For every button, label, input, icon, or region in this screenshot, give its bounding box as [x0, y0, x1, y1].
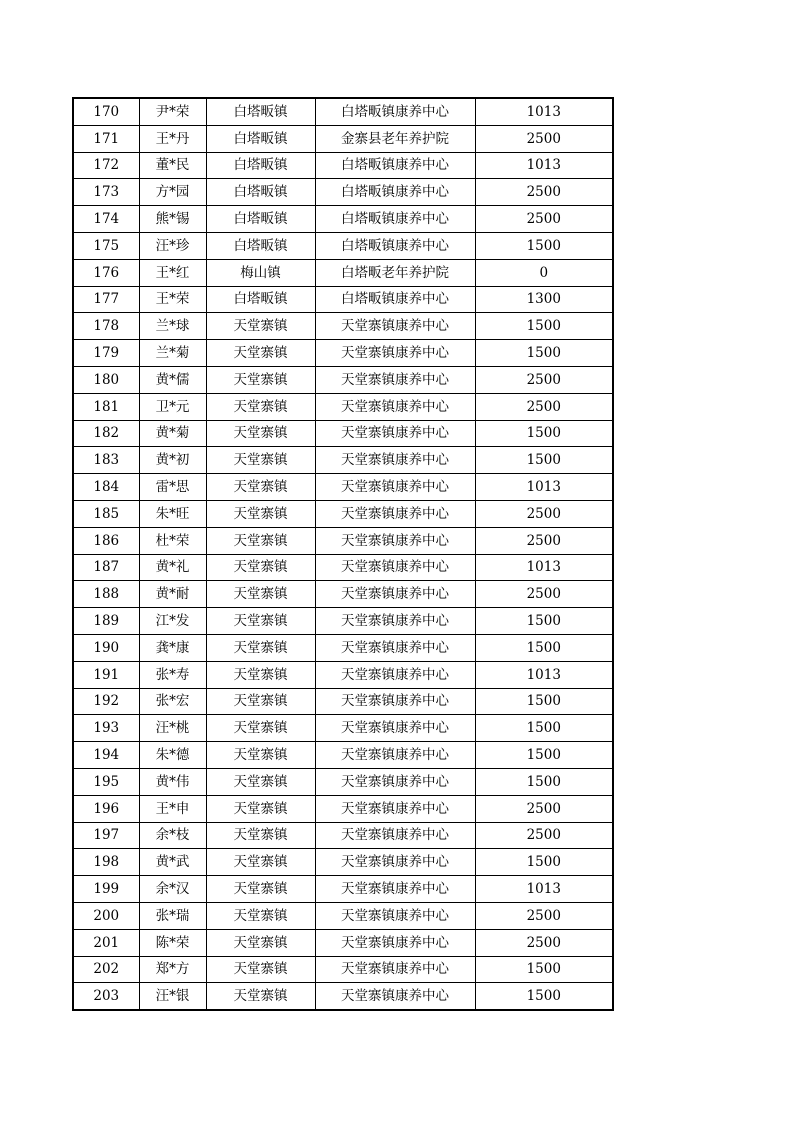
table-row [73, 393, 613, 420]
town-cell: 白塔畈镇 [206, 179, 315, 206]
name-cell: 兰*菊 [139, 340, 206, 367]
institution-cell: 天堂寨镇康养中心 [315, 768, 475, 795]
amount-cell: 1013 [475, 474, 613, 501]
name-cell: 江*发 [139, 608, 206, 635]
name-cell: 张*寿 [139, 661, 206, 688]
table-row [73, 608, 613, 635]
name-cell: 张*宏 [139, 688, 206, 715]
town-cell: 天堂寨镇 [206, 876, 315, 903]
table-row [73, 688, 613, 715]
amount-cell: 2500 [475, 581, 613, 608]
serial-number-cell: 173 [73, 179, 139, 206]
name-cell: 黄*伟 [139, 768, 206, 795]
town-cell: 天堂寨镇 [206, 902, 315, 929]
institution-cell: 天堂寨镇康养中心 [315, 929, 475, 956]
amount-cell: 1500 [475, 768, 613, 795]
table-row [73, 822, 613, 849]
table-row [73, 554, 613, 581]
amount-cell: 1500 [475, 447, 613, 474]
serial-number-cell: 176 [73, 259, 139, 286]
name-cell: 王*荣 [139, 286, 206, 313]
town-cell: 天堂寨镇 [206, 849, 315, 876]
town-cell: 天堂寨镇 [206, 661, 315, 688]
amount-cell: 2500 [475, 902, 613, 929]
institution-cell: 白塔畈老年养护院 [315, 259, 475, 286]
table-row [73, 98, 613, 125]
town-cell: 天堂寨镇 [206, 634, 315, 661]
name-cell: 黄*菊 [139, 420, 206, 447]
name-cell: 龚*康 [139, 634, 206, 661]
serial-number-cell: 174 [73, 206, 139, 233]
amount-cell: 2500 [475, 795, 613, 822]
table-row [73, 902, 613, 929]
serial-number-cell: 178 [73, 313, 139, 340]
institution-cell: 天堂寨镇康养中心 [315, 902, 475, 929]
table-row [73, 634, 613, 661]
amount-cell: 2500 [475, 500, 613, 527]
serial-number-cell: 184 [73, 474, 139, 501]
town-cell: 天堂寨镇 [206, 956, 315, 983]
serial-number-cell: 198 [73, 849, 139, 876]
name-cell: 王*申 [139, 795, 206, 822]
amount-cell: 1013 [475, 876, 613, 903]
table-row [73, 286, 613, 313]
table-row [73, 232, 613, 259]
town-cell: 梅山镇 [206, 259, 315, 286]
town-cell: 天堂寨镇 [206, 795, 315, 822]
table-row [73, 527, 613, 554]
amount-cell: 2500 [475, 393, 613, 420]
name-cell: 汪*桃 [139, 715, 206, 742]
name-cell: 兰*球 [139, 313, 206, 340]
institution-cell: 白塔畈镇康养中心 [315, 179, 475, 206]
serial-number-cell: 190 [73, 634, 139, 661]
town-cell: 天堂寨镇 [206, 366, 315, 393]
name-cell: 熊*锡 [139, 206, 206, 233]
serial-number-cell: 202 [73, 956, 139, 983]
amount-cell: 1500 [475, 608, 613, 635]
institution-cell: 天堂寨镇康养中心 [315, 527, 475, 554]
table-row [73, 661, 613, 688]
name-cell: 郑*方 [139, 956, 206, 983]
name-cell: 王*丹 [139, 125, 206, 152]
institution-cell: 白塔畈镇康养中心 [315, 232, 475, 259]
institution-cell: 天堂寨镇康养中心 [315, 340, 475, 367]
name-cell: 黄*初 [139, 447, 206, 474]
name-cell: 余*枝 [139, 822, 206, 849]
institution-cell: 天堂寨镇康养中心 [315, 688, 475, 715]
institution-cell: 天堂寨镇康养中心 [315, 447, 475, 474]
town-cell: 天堂寨镇 [206, 581, 315, 608]
institution-cell: 白塔畈镇康养中心 [315, 98, 475, 125]
town-cell: 天堂寨镇 [206, 768, 315, 795]
amount-cell: 2500 [475, 179, 613, 206]
serial-number-cell: 201 [73, 929, 139, 956]
town-cell: 白塔畈镇 [206, 206, 315, 233]
table-row [73, 715, 613, 742]
table-row [73, 929, 613, 956]
name-cell: 张*瑞 [139, 902, 206, 929]
name-cell: 董*民 [139, 152, 206, 179]
institution-cell: 天堂寨镇康养中心 [315, 474, 475, 501]
town-cell: 天堂寨镇 [206, 688, 315, 715]
amount-cell: 0 [475, 259, 613, 286]
serial-number-cell: 189 [73, 608, 139, 635]
town-cell: 白塔畈镇 [206, 152, 315, 179]
table-row [73, 876, 613, 903]
serial-number-cell: 185 [73, 500, 139, 527]
town-cell: 天堂寨镇 [206, 983, 315, 1010]
institution-cell: 天堂寨镇康养中心 [315, 742, 475, 769]
town-cell: 天堂寨镇 [206, 393, 315, 420]
institution-cell: 天堂寨镇康养中心 [315, 554, 475, 581]
table-row [73, 581, 613, 608]
amount-cell: 1500 [475, 634, 613, 661]
amount-cell: 2500 [475, 929, 613, 956]
serial-number-cell: 199 [73, 876, 139, 903]
amount-cell: 1500 [475, 340, 613, 367]
town-cell: 天堂寨镇 [206, 929, 315, 956]
amount-cell: 1500 [475, 956, 613, 983]
table-row [73, 125, 613, 152]
town-cell: 白塔畈镇 [206, 286, 315, 313]
name-cell: 杜*荣 [139, 527, 206, 554]
serial-number-cell: 177 [73, 286, 139, 313]
town-cell: 白塔畈镇 [206, 232, 315, 259]
name-cell: 汪*银 [139, 983, 206, 1010]
serial-number-cell: 192 [73, 688, 139, 715]
amount-cell: 1013 [475, 98, 613, 125]
serial-number-cell: 193 [73, 715, 139, 742]
amount-cell: 2500 [475, 822, 613, 849]
institution-cell: 天堂寨镇康养中心 [315, 956, 475, 983]
institution-cell: 天堂寨镇康养中心 [315, 608, 475, 635]
institution-cell: 白塔畈镇康养中心 [315, 152, 475, 179]
institution-cell: 天堂寨镇康养中心 [315, 366, 475, 393]
institution-cell: 金寨县老年养护院 [315, 125, 475, 152]
institution-cell: 天堂寨镇康养中心 [315, 500, 475, 527]
name-cell: 朱*德 [139, 742, 206, 769]
town-cell: 白塔畈镇 [206, 125, 315, 152]
table-row [73, 742, 613, 769]
serial-number-cell: 196 [73, 795, 139, 822]
name-cell: 朱*旺 [139, 500, 206, 527]
amount-cell: 1013 [475, 554, 613, 581]
table-row [73, 179, 613, 206]
serial-number-cell: 175 [73, 232, 139, 259]
town-cell: 天堂寨镇 [206, 447, 315, 474]
table-row [73, 956, 613, 983]
table-row [73, 420, 613, 447]
table-row [73, 795, 613, 822]
institution-cell: 天堂寨镇康养中心 [315, 634, 475, 661]
serial-number-cell: 186 [73, 527, 139, 554]
institution-cell: 天堂寨镇康养中心 [315, 715, 475, 742]
serial-number-cell: 200 [73, 902, 139, 929]
amount-cell: 1500 [475, 849, 613, 876]
town-cell: 天堂寨镇 [206, 474, 315, 501]
amount-cell: 1300 [475, 286, 613, 313]
name-cell: 汪*珍 [139, 232, 206, 259]
serial-number-cell: 172 [73, 152, 139, 179]
serial-number-cell: 194 [73, 742, 139, 769]
amount-cell: 1500 [475, 420, 613, 447]
amount-cell: 1013 [475, 152, 613, 179]
institution-cell: 天堂寨镇康养中心 [315, 661, 475, 688]
table-row [73, 340, 613, 367]
serial-number-cell: 187 [73, 554, 139, 581]
table-row [73, 313, 613, 340]
amount-cell: 1500 [475, 232, 613, 259]
town-cell: 天堂寨镇 [206, 742, 315, 769]
name-cell: 卫*元 [139, 393, 206, 420]
institution-cell: 天堂寨镇康养中心 [315, 822, 475, 849]
amount-cell: 1500 [475, 715, 613, 742]
table-row [73, 206, 613, 233]
serial-number-cell: 191 [73, 661, 139, 688]
serial-number-cell: 188 [73, 581, 139, 608]
table-row [73, 259, 613, 286]
serial-number-cell: 203 [73, 983, 139, 1010]
table-row [73, 447, 613, 474]
table-row [73, 500, 613, 527]
name-cell: 尹*荣 [139, 98, 206, 125]
amount-cell: 2500 [475, 527, 613, 554]
serial-number-cell: 180 [73, 366, 139, 393]
serial-number-cell: 195 [73, 768, 139, 795]
institution-cell: 天堂寨镇康养中心 [315, 393, 475, 420]
institution-cell: 天堂寨镇康养中心 [315, 983, 475, 1010]
name-cell: 黄*耐 [139, 581, 206, 608]
name-cell: 黄*武 [139, 849, 206, 876]
name-cell: 黄*儒 [139, 366, 206, 393]
table-row [73, 768, 613, 795]
town-cell: 天堂寨镇 [206, 420, 315, 447]
name-cell: 陈*荣 [139, 929, 206, 956]
amount-cell: 2500 [475, 206, 613, 233]
institution-cell: 天堂寨镇康养中心 [315, 849, 475, 876]
amount-cell: 2500 [475, 366, 613, 393]
serial-number-cell: 171 [73, 125, 139, 152]
institution-cell: 天堂寨镇康养中心 [315, 581, 475, 608]
amount-cell: 1500 [475, 983, 613, 1010]
table-row [73, 152, 613, 179]
serial-number-cell: 181 [73, 393, 139, 420]
amount-cell: 1500 [475, 688, 613, 715]
town-cell: 天堂寨镇 [206, 554, 315, 581]
table-row [73, 366, 613, 393]
name-cell: 雷*思 [139, 474, 206, 501]
name-cell: 余*汉 [139, 876, 206, 903]
name-cell: 黄*礼 [139, 554, 206, 581]
town-cell: 天堂寨镇 [206, 527, 315, 554]
institution-cell: 白塔畈镇康养中心 [315, 286, 475, 313]
town-cell: 天堂寨镇 [206, 340, 315, 367]
amount-cell: 1500 [475, 313, 613, 340]
table-body [73, 98, 613, 1010]
town-cell: 天堂寨镇 [206, 822, 315, 849]
serial-number-cell: 197 [73, 822, 139, 849]
table-row [73, 983, 613, 1010]
town-cell: 天堂寨镇 [206, 500, 315, 527]
serial-number-cell: 179 [73, 340, 139, 367]
town-cell: 天堂寨镇 [206, 608, 315, 635]
town-cell: 天堂寨镇 [206, 715, 315, 742]
institution-cell: 天堂寨镇康养中心 [315, 420, 475, 447]
town-cell: 天堂寨镇 [206, 313, 315, 340]
amount-cell: 1500 [475, 742, 613, 769]
table-row [73, 849, 613, 876]
table-row [73, 474, 613, 501]
serial-number-cell: 170 [73, 98, 139, 125]
name-cell: 方*园 [139, 179, 206, 206]
serial-number-cell: 182 [73, 420, 139, 447]
amount-cell: 2500 [475, 125, 613, 152]
serial-number-cell: 183 [73, 447, 139, 474]
name-cell: 王*红 [139, 259, 206, 286]
institution-cell: 天堂寨镇康养中心 [315, 876, 475, 903]
town-cell: 白塔畈镇 [206, 98, 315, 125]
data-table [72, 97, 614, 1011]
institution-cell: 天堂寨镇康养中心 [315, 795, 475, 822]
institution-cell: 天堂寨镇康养中心 [315, 313, 475, 340]
institution-cell: 白塔畈镇康养中心 [315, 206, 475, 233]
amount-cell: 1013 [475, 661, 613, 688]
